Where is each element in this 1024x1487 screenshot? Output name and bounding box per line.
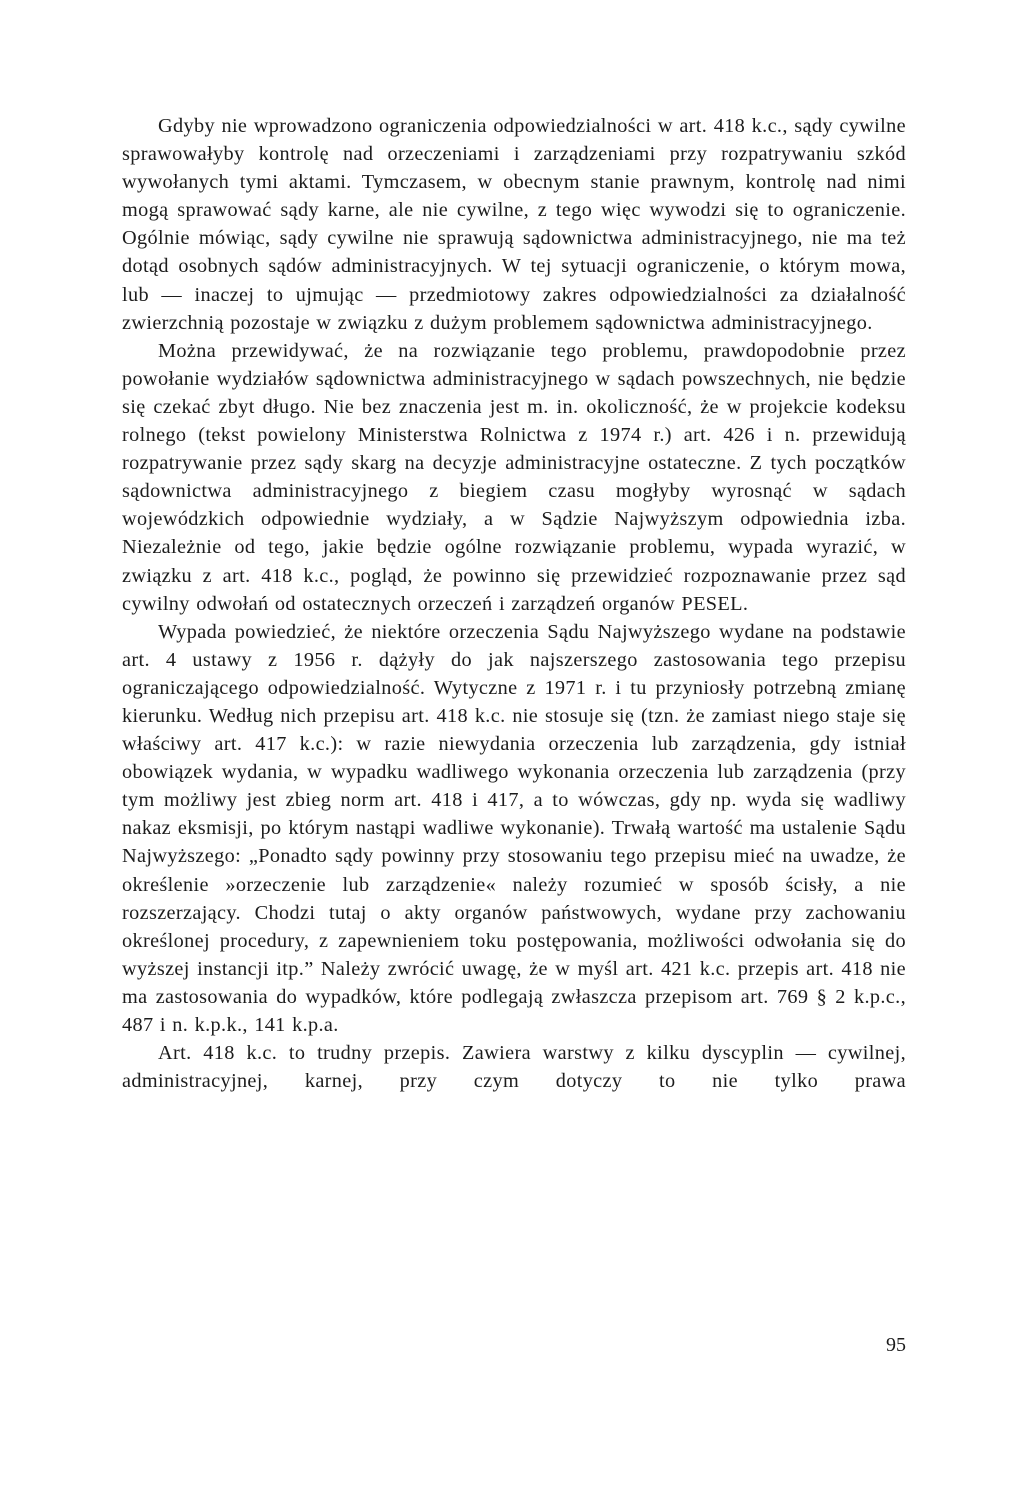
page-number: 95 — [886, 1334, 906, 1356]
page-body-text — [122, 112, 906, 1095]
paragraph-2: Można przewidywać, że na rozwiązanie tego problemu, prawdopodobnie przez powołanie wydziałów sądownictwa administracyjnego w sądach powszechnych, nie będzie się czekać zbyt długo. Nie bez znaczenia jest m. in. okoliczność, że w projekcie kodeksu rolnego (tekst powielony Ministerstwa Rolnictwa z 1974 r.) art. 426 i n. przewidują rozpatrywanie przez sądy skarg na decyzje administracyjne ostateczne. Z tych początków sądownictwa administracyjnego z biegiem czasu mogłyby wyrosnąć w sądach wojewódzkich odpowiednie wydziały, a w Sądzie Najwyższym odpowiednia izba. Niezależnie od tego, jakie będzie ogólne rozwiązanie problemu, wypada wyrazić, w związku z art. 418 k.c., pogląd, że powinno się przewidzieć rozpoznawanie przez sąd cywilny odwołań od ostatecznych orzeczeń i zarządzeń organów PESEL. — [122, 339, 906, 615]
paragraph-3: Wypada powiedzieć, że niektóre orzeczenia Sądu Najwyższego wydane na podstawie art. 4 ustawy z 1956 r. dążyły do jak najszerszego zastosowania tego przepisu ograniczającego odpowiedzialność. Wytyczne z 1971 r. i tu przyniosły potrzebną zmianę kierunku. Według nich przepisu art. 418 k.c. nie stosuje się (tzn. że zamiast niego staje się właściwy art. 417 k.c.): w razie niewydania orzeczenia lub zarządzenia, gdy istniał obowiązek wydania, w wypadku wadliwego wykonania orzeczenia lub zarządzenia (przy tym możliwy jest zbieg norm art. 418 i 417, a to wówczas, gdy np. wyda się wadliwy nakaz eksmisji, po którym nastąpi wadliwe wykonanie). Trwałą wartość ma ustalenie Sądu Najwyższego: „Ponadto sądy powinny przy stosowaniu tego przepisu mieć na uwadze, że określenie »orzeczenie lub zarządzenie« należy rozumieć w sposób ścisły, a nie rozszerzający. Chodzi tutaj o akty organów państwowych, wydane przy zachowaniu określonej procedury, z zapewnieniem toku postępowania, możliwości odwołania się do wyższej instancji itp.” Należy zwrócić uwagę, że w myśl art. 421 k.c. przepis art. 418 nie ma zastosowania do wypadków, które podlegają zwłaszcza przepisom art. 769 § 2 k.p.c., 487 i n. k.p.k., 141 k.p.a. — [122, 620, 906, 1036]
paragraph-1: Gdyby nie wprowadzono ograniczenia odpowiedzialności w art. 418 k.c., sądy cywilne sprawowałyby kontrolę nad orzeczeniami i zarządzeniami przy rozpatrywaniu szkód wywołanych tymi aktami. Tymczasem, w obecnym stanie prawnym, kontrolę nad nimi mogą sprawować sądy karne, ale nie cywilne, z tego więc wywodzi się to ograniczenie. Ogólnie mówiąc, sądy cywilne nie sprawują sądownictwa administracyjnego, nie ma też dotąd osobnych sądów administracyjnych. W tej sytuacji ograniczenie, o którym mowa, lub — inaczej to ujmując — przedmiotowy zakres odpowiedzialności za działalność zwierzchnią pozostaje w związku z dużym problemem sądownictwa administracyjnego. — [122, 115, 906, 334]
paragraph-4: Art. 418 k.c. to trudny przepis. Zawiera warstwy z kilku dyscyplin — cywilnej, administracyjnej, karnej, przy czym dotyczy to nie tylko prawa — [122, 1042, 906, 1093]
